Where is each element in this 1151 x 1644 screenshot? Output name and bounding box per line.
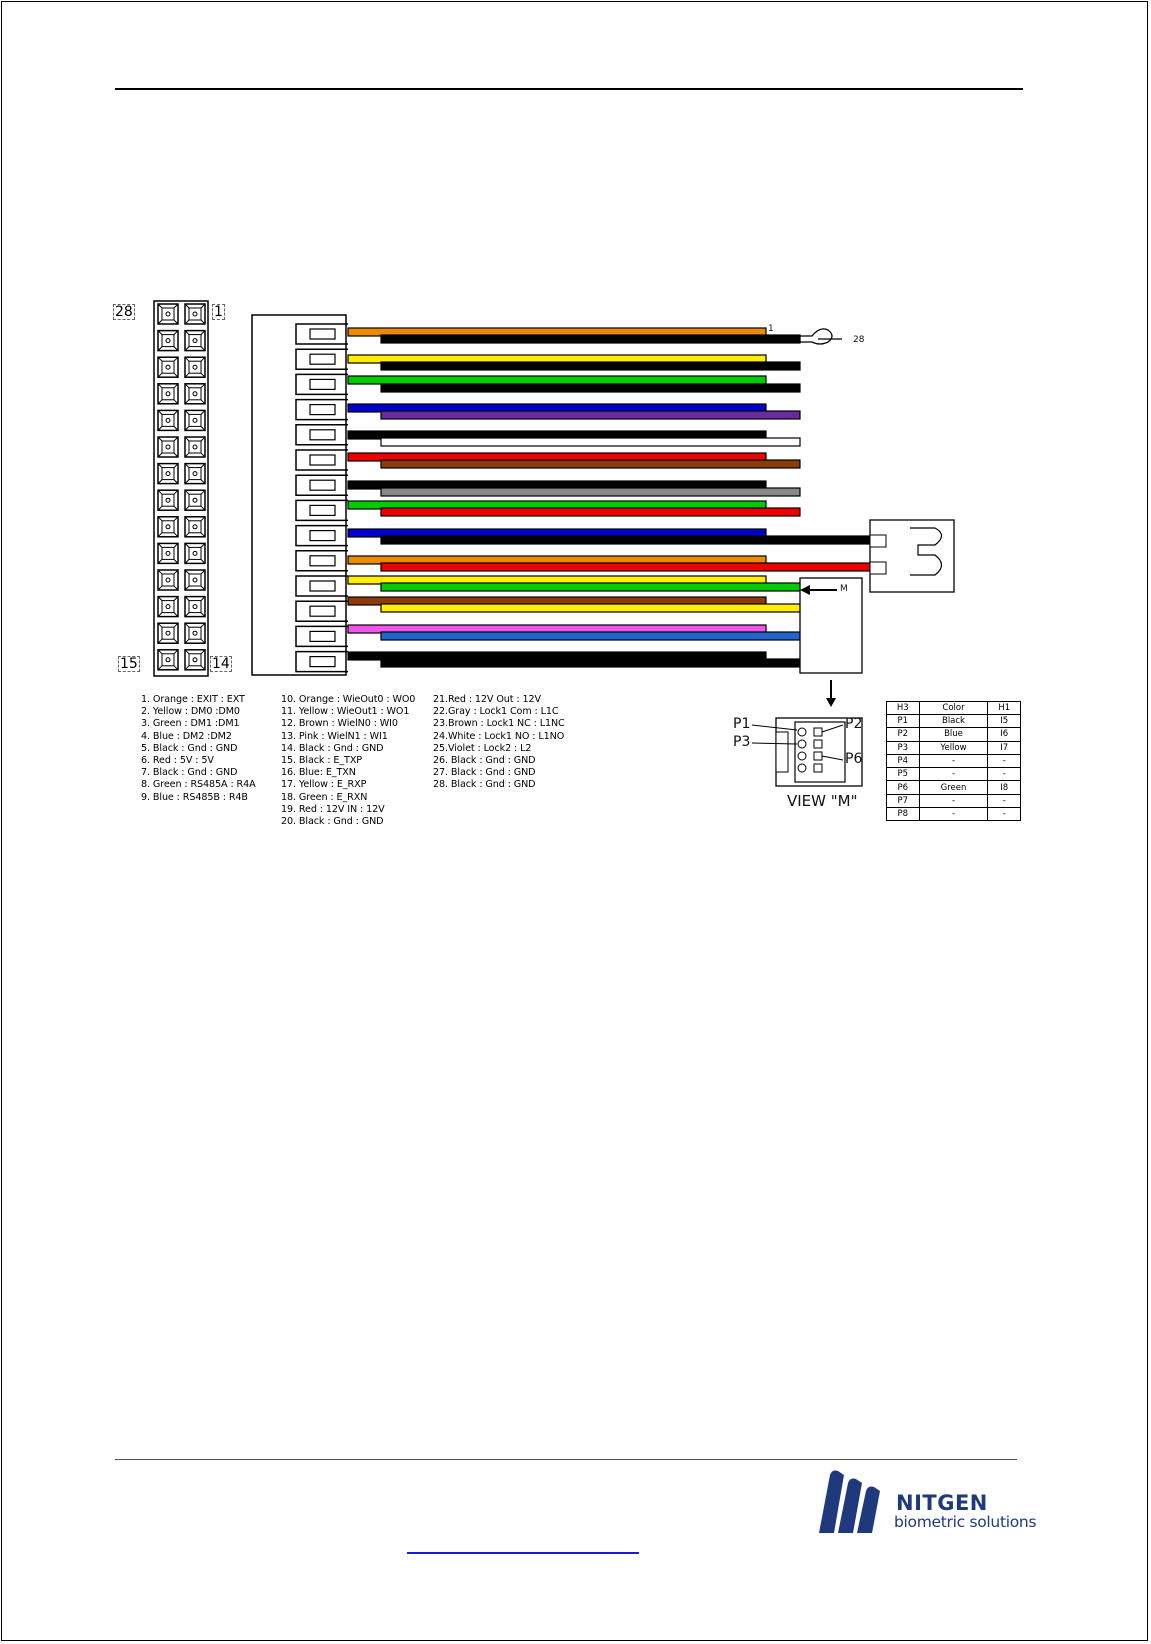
table-row: [887, 794, 1021, 807]
legend-item: 15. Black : E_TXP: [281, 755, 362, 767]
wire-white: [381, 438, 800, 446]
legend-item: 10. Orange : WieOut0 : WO0: [281, 694, 416, 705]
wire-black: [381, 362, 800, 370]
table-cell: -: [988, 768, 1021, 781]
legend-item: 19. Red : 12V IN : 12V: [281, 803, 385, 815]
legend-item: 1. Orange : EXIT : EXT: [141, 694, 245, 705]
view-m-p6-label: P6: [845, 751, 863, 767]
two-pin-connector: [870, 520, 954, 592]
table-row: [887, 808, 1021, 821]
table-cell: -: [919, 768, 988, 781]
legend-item: 18. Green : E_RXN: [281, 791, 368, 803]
view-m-p3-label: P3: [733, 734, 751, 750]
table-cell: P2: [887, 728, 920, 741]
wire-violet: [381, 411, 800, 419]
table-cell: -: [919, 808, 988, 821]
legend-item: 8. Green : RS485A : R4A: [141, 779, 256, 791]
table-cell: -: [988, 794, 1021, 807]
legend-item: 21.Red : 12V Out : 12V: [433, 694, 541, 705]
pin-label-1: 1: [214, 304, 223, 320]
legend-item: 28. Black : Gnd : GND: [433, 779, 536, 791]
legend-item: 24.White : Lock1 NO : L1NO: [433, 730, 565, 742]
wire-1-label: 1: [768, 324, 774, 334]
table-row: [887, 715, 1021, 728]
table-row: [887, 741, 1021, 754]
table-cell: -: [919, 794, 988, 807]
wire-red: [381, 508, 800, 516]
legend-item: 11. Yellow : WieOut1 : WO1: [281, 706, 410, 718]
legend-item: 25.Violet : Lock2 : L2: [433, 742, 532, 754]
table-cell: I6: [988, 728, 1021, 741]
wire-brown: [381, 460, 800, 468]
table-cell: I8: [988, 781, 1021, 794]
view-m-pin: [798, 764, 806, 772]
wire-gray: [381, 488, 800, 496]
logo-tagline: biometric solutions: [894, 1513, 1037, 1531]
legend-item: 9. Blue : RS485B : R4B: [141, 791, 248, 803]
wire-yellow: [381, 604, 800, 612]
legend-item: 26. Black : Gnd : GND: [433, 755, 536, 767]
legend-column-1: [141, 694, 256, 804]
legend-item: 3. Green : DM1 :DM1: [141, 718, 240, 730]
ring-terminal: [800, 329, 832, 344]
view-m-pin: [798, 752, 806, 760]
table-cell: Green: [919, 781, 988, 794]
legend-item: 17. Yellow : E_RXP: [281, 779, 367, 791]
wire-black: [381, 659, 800, 667]
two-pin-slot: [870, 562, 886, 574]
legend-item: 12. Brown : WielN0 : WI0: [281, 718, 398, 730]
view-m-pin: [798, 728, 806, 736]
view-m-p1-label: P1: [733, 716, 751, 732]
wire-black: [381, 335, 800, 343]
wire-steel_blue: [381, 632, 800, 640]
table-cell: -: [988, 754, 1021, 767]
view-m-pin: [814, 764, 822, 772]
view-m-p2-label: P2: [845, 716, 863, 732]
table-cell: -: [988, 808, 1021, 821]
logo-name: NITGEN: [896, 1491, 988, 1515]
table-cell: P3: [887, 741, 920, 754]
wire-black: [381, 384, 800, 392]
view-m-pin: [814, 740, 822, 748]
legend-item: 22.Gray : Lock1 Com : L1C: [433, 706, 559, 718]
table-cell: P5: [887, 768, 920, 781]
legend-item: 5. Black : Gnd : GND: [141, 742, 238, 754]
pin-mapping-table: [886, 701, 1021, 821]
wire-green: [381, 583, 800, 591]
table-cell: Yellow: [919, 741, 988, 754]
view-m-pin: [814, 728, 822, 736]
legend-item: 27. Black : Gnd : GND: [433, 767, 536, 779]
table-cell: P8: [887, 808, 920, 821]
footer-link-underline[interactable]: [407, 1552, 639, 1554]
wire-black: [381, 536, 870, 544]
footer-rule: [115, 1459, 1017, 1460]
wire-green: [348, 376, 766, 384]
legend-item: 4. Blue : DM2 :DM2: [141, 730, 232, 742]
wire-red: [381, 563, 870, 571]
legend-column-2: [281, 694, 415, 828]
table-cell: Color: [919, 702, 988, 715]
pin-label-14: 14: [212, 656, 230, 672]
view-m-title: VIEW "M": [787, 792, 858, 810]
table-row: [887, 754, 1021, 767]
legend-item: 23.Brown : Lock1 NC : L1NC: [433, 718, 565, 730]
table-cell: H3: [887, 702, 920, 715]
legend-item: 20. Black : Gnd : GND: [281, 816, 384, 828]
table-cell: Blue: [919, 728, 988, 741]
table-cell: -: [919, 754, 988, 767]
view-m-pin: [798, 740, 806, 748]
arrow-m-label: M: [840, 584, 848, 594]
legend-item: 7. Black : Gnd : GND: [141, 767, 238, 779]
table-cell: I5: [988, 715, 1021, 728]
table-row: [887, 781, 1021, 794]
two-pin-slot: [870, 535, 886, 547]
view-m-pin: [814, 752, 822, 760]
legend-column-3: [433, 694, 565, 792]
legend-item: 6. Red : 5V : 5V: [141, 755, 214, 767]
table-cell: P7: [887, 794, 920, 807]
table-cell: I7: [988, 741, 1021, 754]
legend-item: 14. Black : Gnd : GND: [281, 742, 384, 754]
table-cell: H1: [988, 702, 1021, 715]
table-cell: Black: [919, 715, 988, 728]
pin-label-15: 15: [120, 656, 138, 672]
table-cell: P4: [887, 754, 920, 767]
table-row: [887, 728, 1021, 741]
table-header-row: [887, 702, 1021, 715]
wire-28-label: 28: [853, 335, 865, 345]
view-m-key: [776, 732, 788, 772]
table-cell: P1: [887, 715, 920, 728]
legend-item: 2. Yellow : DM0 :DM0: [141, 706, 240, 718]
legend-item: 16. Blue: E_TXN: [281, 767, 356, 779]
table-row: [887, 768, 1021, 781]
down-arrow-head: [826, 698, 836, 707]
table-cell: P6: [887, 781, 920, 794]
pin-label-28: 28: [115, 304, 133, 320]
legend-item: 13. Pink : WielN1 : WI1: [281, 730, 388, 742]
